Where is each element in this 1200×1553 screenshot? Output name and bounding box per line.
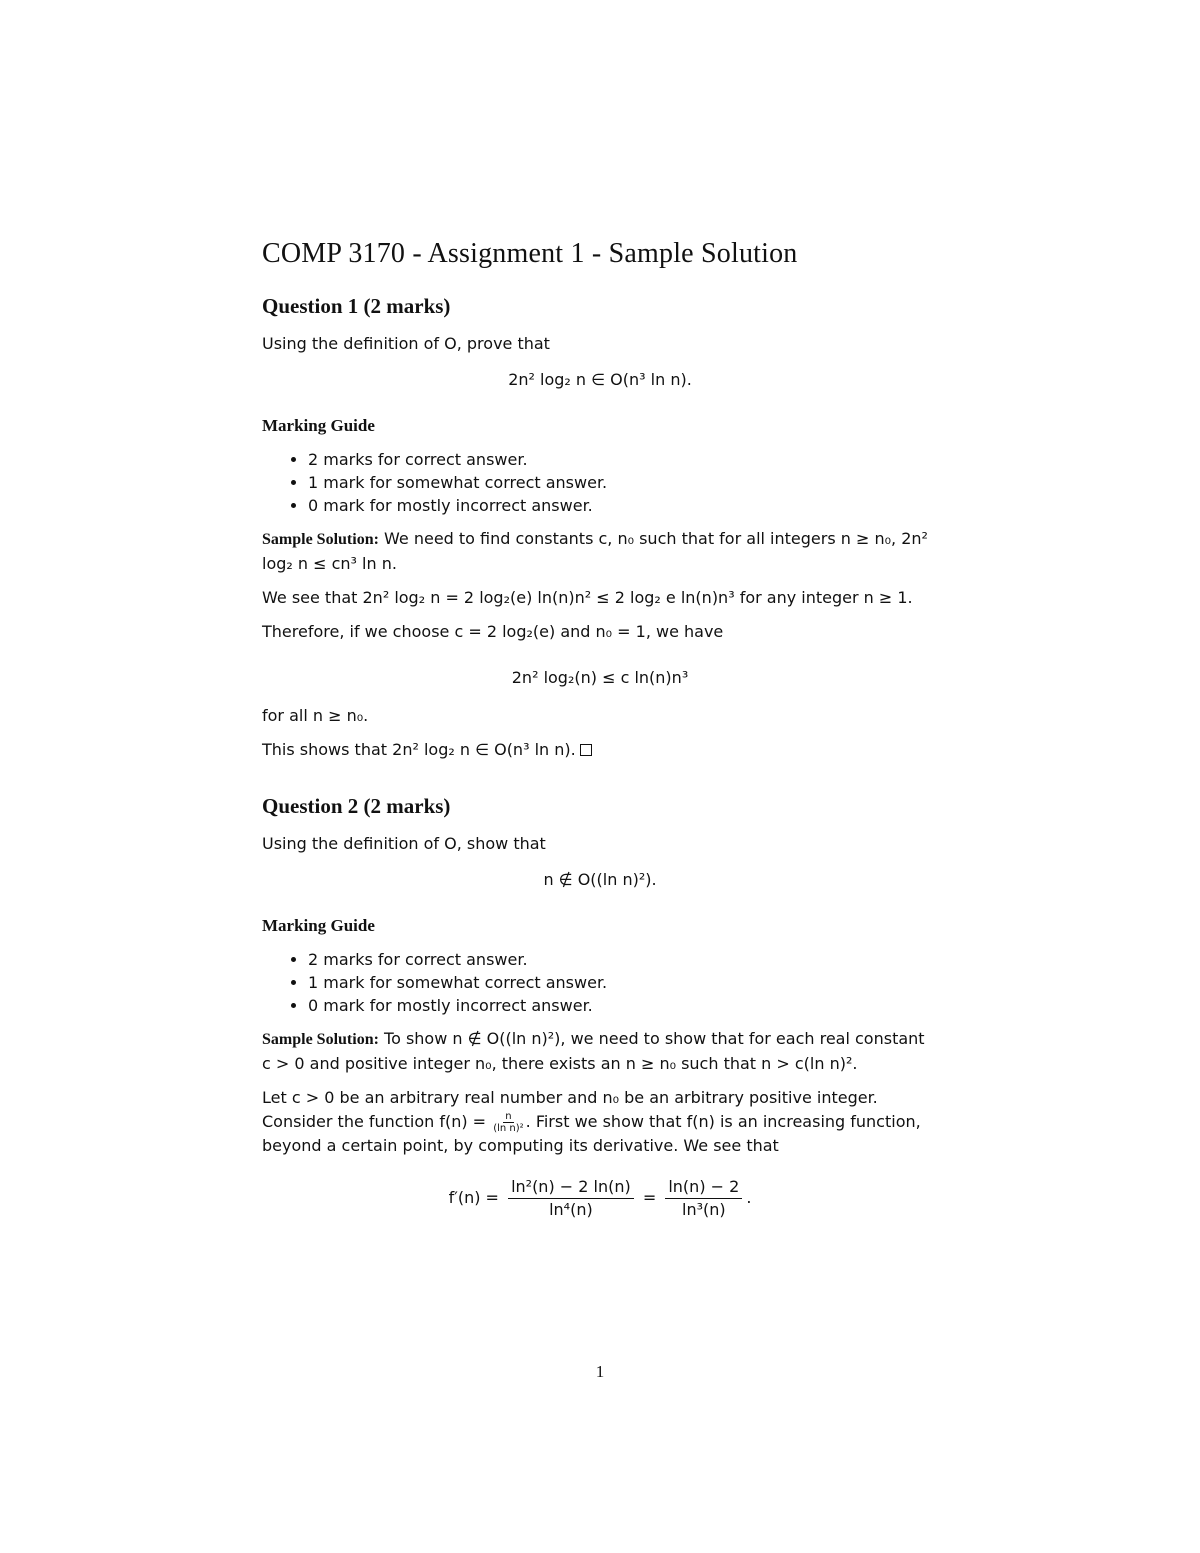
solution-label: Sample Solution: <box>262 1031 379 1048</box>
page-number: 1 <box>595 1362 605 1381</box>
question-1-solution-p3: Therefore, if we choose c = 2 log₂(e) and n₀ = 1, we have <box>262 622 724 641</box>
question-2-prompt: Using the definition of O, show that <box>262 834 546 853</box>
fraction-denominator: (ln n)² <box>493 1123 524 1134</box>
question-2-solution-p1 <box>262 1027 938 1076</box>
solution-label: Sample Solution: <box>262 531 379 548</box>
solution-text: To show n ∉ O((ln n)²), we need to show that for each real constant c > 0 and positive integer n₀, there exists an n ≥ n₀ such that n > c(ln n)². <box>262 1029 925 1073</box>
document-page <box>262 236 938 1243</box>
question-1-solution-p1 <box>262 527 938 576</box>
list-item: • 2 marks for correct answer. <box>308 948 938 971</box>
question-2-statement: n ∉ O((ln n)²). <box>543 870 657 889</box>
solution-conclusion: This shows that 2n² log₂ n ∈ O(n³ ln n). <box>262 740 576 759</box>
question-1-prompt: Using the definition of O, prove that <box>262 334 550 353</box>
fraction-numerator: ln²(n) − 2 ln(n) <box>508 1176 634 1199</box>
question-1-solution-p2: We see that 2n² log₂ n = 2 log₂(e) ln(n)n² ≤ 2 log₂ e ln(n)n³ for any integer n ≥ 1. <box>262 588 913 607</box>
derivative-lhs: f′(n) = <box>448 1188 499 1207</box>
solution-text: We need to find constants c, n₀ such that for all integers n ≥ n₀, 2n² log₂ n ≤ cn³ ln n. <box>262 529 928 573</box>
question-2-guide-list <box>262 948 938 1017</box>
derivative-fraction-1 <box>508 1176 634 1221</box>
question-1-guide-heading: Marking Guide <box>262 416 375 435</box>
question-1-heading: Question 1 (2 marks) <box>262 294 451 318</box>
derivative-equation <box>262 1176 938 1221</box>
fraction-numerator: ln(n) − 2 <box>665 1176 742 1199</box>
solution-text-b: . First we show that f(n) is an increasing function, beyond a certain point, by computing its derivative. We see that <box>262 1112 921 1155</box>
question-1-solution-p5 <box>262 738 938 762</box>
question-1 <box>262 292 938 762</box>
question-1-solution-p4: for all n ≥ n₀. <box>262 706 369 725</box>
derivative-fraction-2 <box>665 1176 742 1221</box>
question-2-solution-p2 <box>262 1086 938 1158</box>
question-1-statement: 2n² log₂ n ∈ O(n³ ln n). <box>508 370 692 389</box>
list-item: • 1 mark for somewhat correct answer. <box>308 971 938 994</box>
list-item: • 2 marks for correct answer. <box>308 448 938 471</box>
inline-fraction <box>493 1111 523 1134</box>
list-item: • 1 mark for somewhat correct answer. <box>308 471 938 494</box>
document-title: COMP 3170 - Assignment 1 - Sample Solution <box>262 238 798 269</box>
fraction-numerator: n <box>505 1111 512 1122</box>
fraction-denominator: ln³(n) <box>682 1200 726 1219</box>
question-2-heading: Question 2 (2 marks) <box>262 794 451 818</box>
list-item: • 0 mark for mostly incorrect answer. <box>308 494 938 517</box>
equals-sign: = <box>642 1188 657 1207</box>
question-1-solution-equation: 2n² log₂(n) ≤ c ln(n)n³ <box>511 668 689 687</box>
qed-square-icon <box>580 744 592 756</box>
fraction-denominator: ln⁴(n) <box>549 1200 593 1219</box>
question-1-guide-list <box>262 448 938 517</box>
question-2 <box>262 792 938 1221</box>
list-item: • 0 mark for mostly incorrect answer. <box>308 994 938 1017</box>
question-2-guide-heading: Marking Guide <box>262 916 375 935</box>
period: . <box>746 1188 752 1207</box>
solution-text-a: Let c > 0 be an arbitrary real number and n₀ be an arbitrary positive integer. Consider the function f(n) = <box>262 1088 878 1131</box>
